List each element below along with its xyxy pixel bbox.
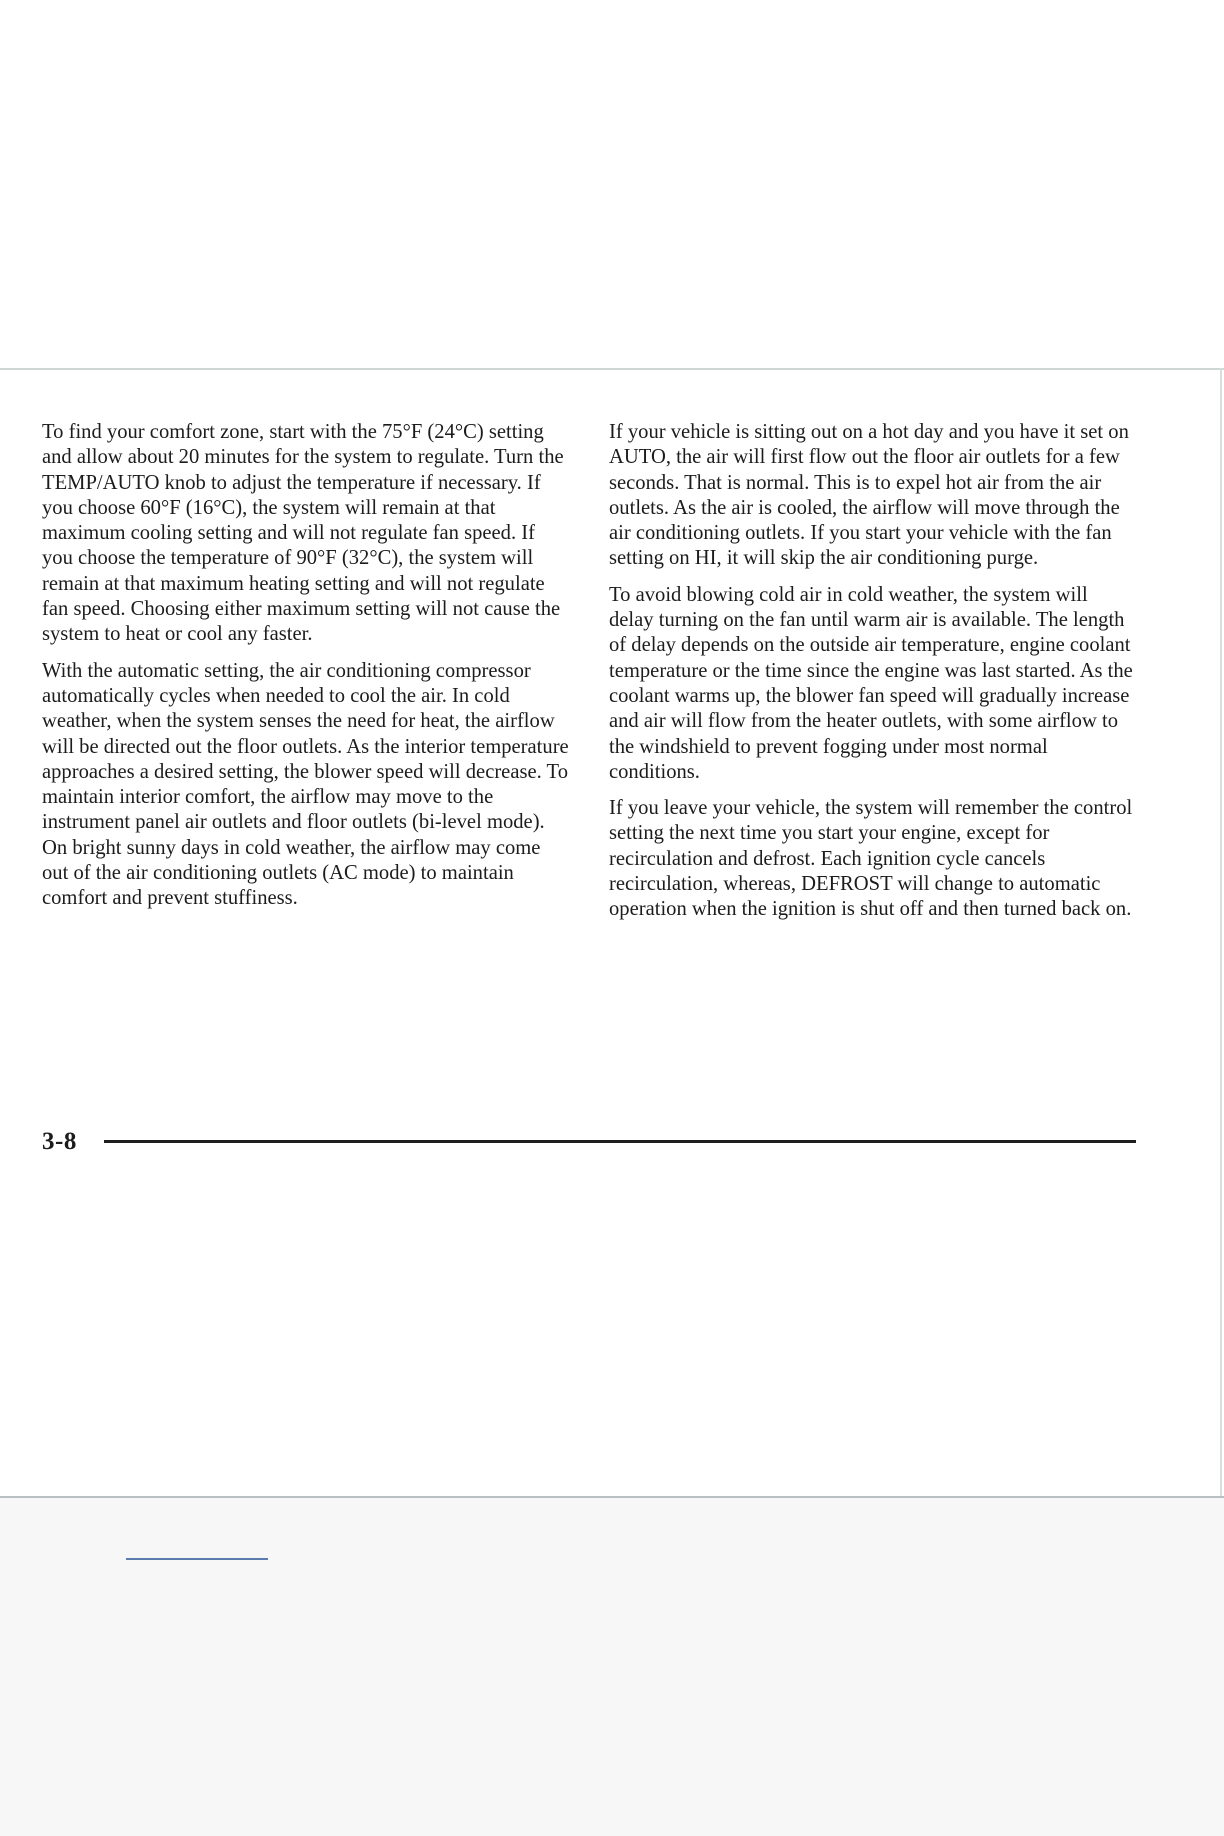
page-right-edge (1220, 368, 1222, 1498)
page-number: 3-8 (42, 1128, 77, 1155)
left-column (42, 420, 570, 923)
page-top-edge (0, 368, 1224, 370)
paragraph-automatic-setting: With the automatic setting, the air conditioning compressor automatically cycles when needed to cool the air. In cold weather, when the system senses the need for heat, the airflow will be directed out the floor outlets. As the interior temperature approaches a desired setting, the blower speed will decrease. To maintain interior comfort, the airflow may move to the instrument panel air outlets and floor outlets (bi-level mode). On bright sunny days in cold weather, the airflow may come out of the air conditioning outlets (AC mode) to maintain comfort and prevent stuffiness. (42, 659, 569, 910)
scan-artifact-line (126, 1558, 268, 1560)
right-column (609, 420, 1137, 934)
footer-rule (104, 1140, 1136, 1143)
paragraph-cold-weather: To avoid blowing cold air in cold weather, the system will delay turning on the fan until warm air is available. The length of delay depends on the outside air temperature, engine coolant temperature or the time since the engine was last started. As the coolant warms up, the blower fan speed will gradually increase and air will flow from the heater outlets, with some airflow to the windshield to prevent fogging under most normal conditions. (609, 583, 1133, 783)
page-bottom-edge (0, 1496, 1224, 1498)
scan-background (0, 1498, 1224, 1836)
paragraph-comfort-zone: To find your comfort zone, start with the 75°F (24°C) setting and allow about 20 minutes for the system to regulate. Turn the TEMP/AUTO knob to adjust the temperature if necessary. If you choose 60°F (16°C), the system will remain at that maximum cooling setting and will not regulate fan speed. If you choose the temperature of 90°F (32°C), the system will remain at that maximum heating setting and will not regulate fan speed. Choosing either maximum setting will not cause the system to heat or cool any faster. (42, 421, 564, 646)
paragraph-hot-day: If your vehicle is sitting out on a hot day and you have it set on AUTO, the air will first flow out the floor air outlets for a few seconds. That is normal. This is to expel hot air from the air outlets. As the air is cooled, the airflow will move through the air conditioning outlets. If you start your vehicle with the fan setting on HI, it will skip the air conditioning purge. (609, 421, 1129, 570)
paragraph-remember-setting: If you leave your vehicle, the system will remember the control setting the next time you start your engine, except for recirculation and defrost. Each ignition cycle cancels recirculation, whereas, DEFROST will change to automatic operation when the ignition is shut off and then turned back on. (609, 797, 1133, 921)
